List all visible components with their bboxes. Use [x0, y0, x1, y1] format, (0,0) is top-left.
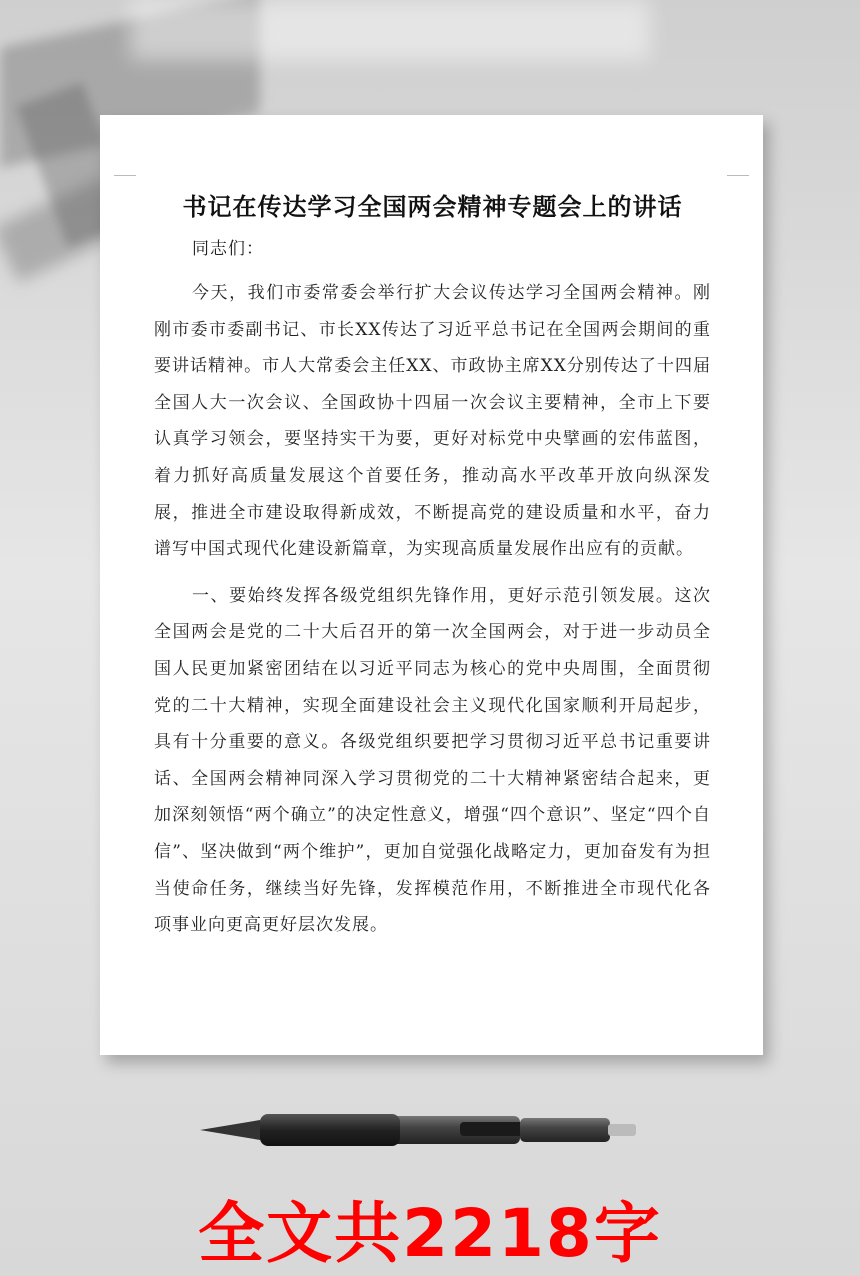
paragraph: 今天，我们市委常委会举行扩大会议传达学习全国两会精神。刚刚市委市委副书记、市长XX传达了习近平总书记在全国两会期间的重要讲话精神。市人大常委会主任XX、市政协主席XX分别传达了十四届全国人大一次会议、全国政协十四届一次会议主要精神，全市上下要认真学习领会，要坚持实干为要，更好对标党中央擘画的宏伟蓝图，着力抓好高质量发展这个首要任务，推动高水平改革开放向纵深发展，推进全市建设取得新成效，不断提高党的建设质量和水平，奋力谱写中国式现代化建设新篇章，为实现高质量发展作出应有的贡献。 — [154, 283, 711, 560]
greeting: 同志们： — [192, 239, 264, 259]
pen-icon — [200, 1110, 640, 1150]
paragraph: 一、要始终发挥各级党组织先锋作用，更好示范引领发展。这次全国两会是党的二十大后召开的第一次全国两会，对于进一步动员全国人民更加紧密团结在以习近平同志为核心的党中央周围，全面贯彻党的二十大精神，实现全面建设社会主义现代化国家顺利开局起步，具有十分重要的意义。各级党组织要把学习贯彻习近平总书记重要讲话、全国两会精神同深入学习贯彻党的二十大精神紧密结合起来，更加深刻领悟“两个确立”的决定性意义，增强“四个意识”、坚定“四个自信”、坚决做到“两个维护”，更加自觉强化战略定力，更加奋发有为担当使命任务，继续当好先锋，发挥模范作用，不断推进全市现代化各项事业向更高更好层次发展。 — [154, 585, 711, 936]
document-page — [100, 115, 763, 1055]
page-margin-mark — [114, 175, 136, 176]
page-margin-mark — [727, 175, 749, 176]
background-highlight — [130, 0, 650, 60]
document-title: 书记在传达学习全国两会精神专题会上的讲话 — [182, 193, 683, 221]
word-count-label: 全文共2218字 — [198, 1195, 662, 1272]
